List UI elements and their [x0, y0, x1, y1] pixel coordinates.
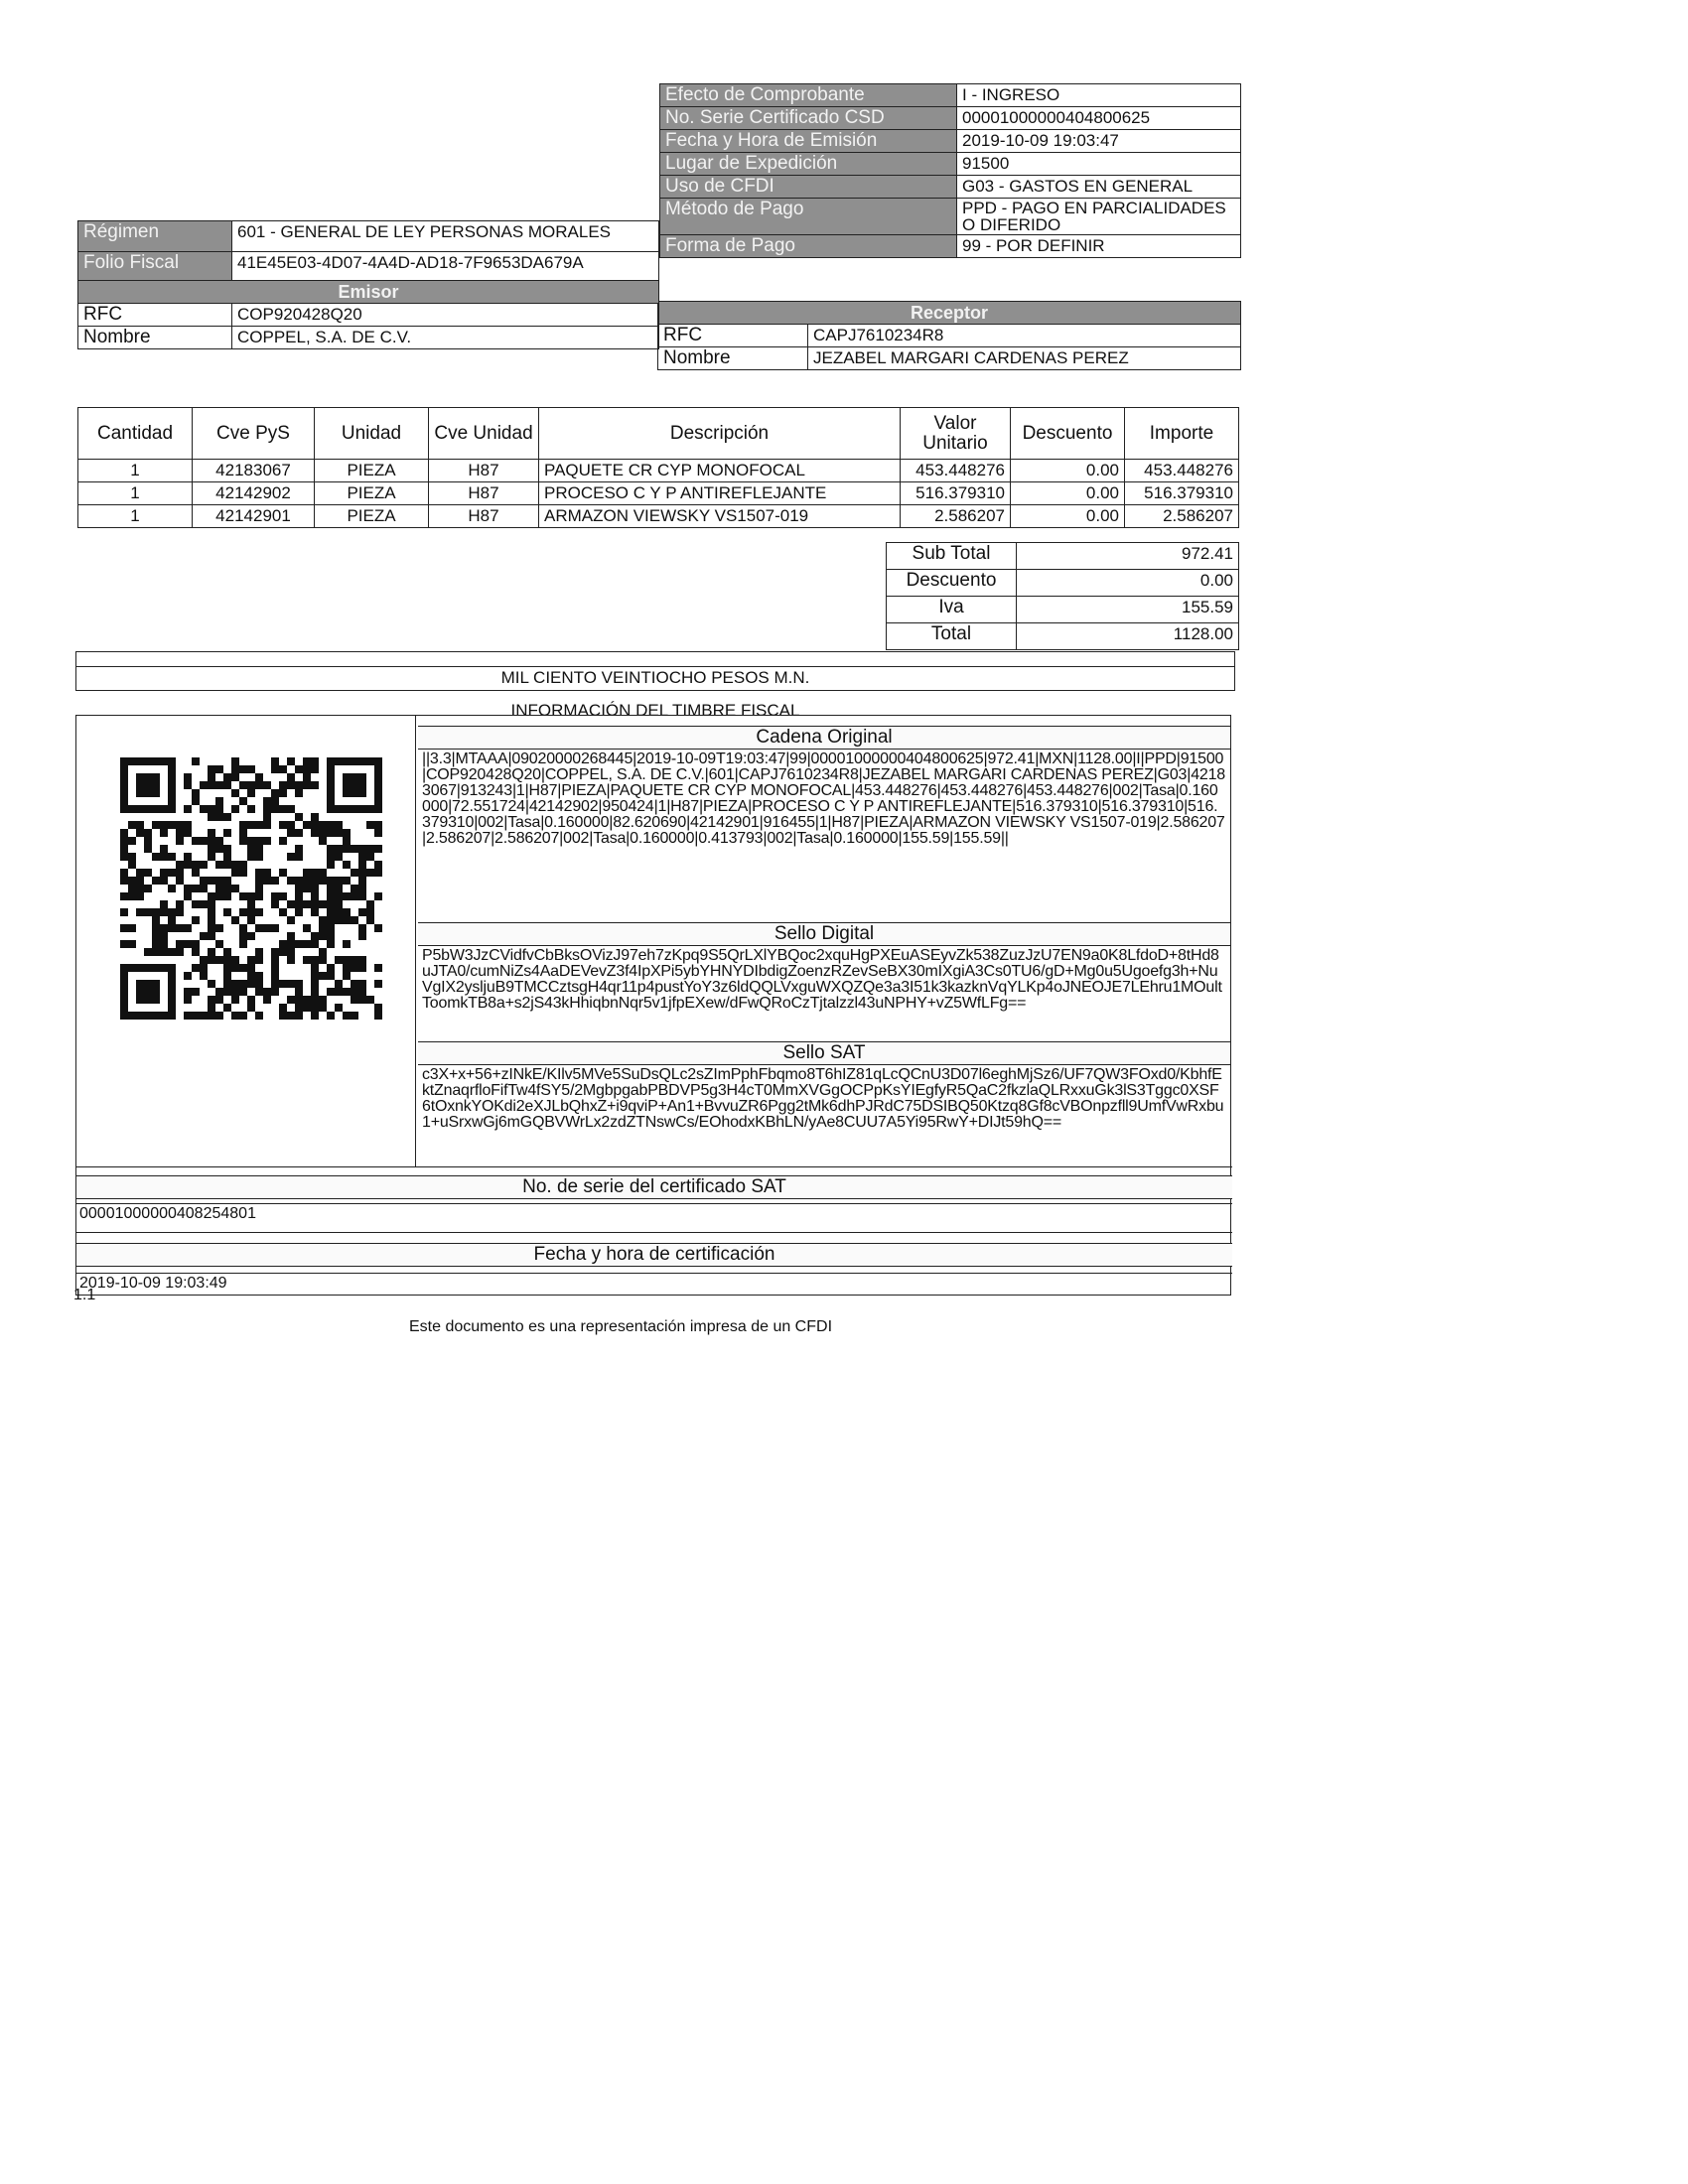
- cell-cve-unidad: H87: [429, 460, 539, 482]
- metodo-pago-value: PPD - PAGO EN PARCIALIDADES O DIFERIDO: [957, 199, 1241, 235]
- col-header-descuento: Descuento: [1011, 408, 1125, 460]
- emisor-table: [77, 220, 659, 349]
- col-header-cantidad: Cantidad: [78, 408, 193, 460]
- cell-unidad: PIEZA: [315, 482, 429, 505]
- descuento-total-label: Descuento: [887, 570, 1017, 597]
- total-label: Total: [887, 623, 1017, 650]
- emisor-nombre-value: COPPEL, S.A. DE C.V.: [232, 327, 659, 349]
- col-header-descripcion: Descripción: [539, 408, 901, 460]
- cell-importe: 516.379310: [1125, 482, 1239, 505]
- comprobante-header-table: [659, 83, 1241, 258]
- lugar-expedicion-label: Lugar de Expedición: [660, 153, 957, 176]
- cell-descripcion: PROCESO C Y P ANTIREFLEJANTE: [539, 482, 901, 505]
- qr-code-area: [76, 716, 416, 1166]
- cell-descuento: 0.00: [1011, 505, 1125, 528]
- col-header-cve-unidad: Cve Unidad: [429, 408, 539, 460]
- fecha-emision-value: 2019-10-09 19:03:47: [957, 130, 1241, 153]
- timbre-details: [418, 726, 1230, 1166]
- emisor-nombre-label: Nombre: [78, 327, 232, 349]
- footer-note: Este documento es una representación impresa de un CFDI: [409, 1318, 833, 1335]
- efecto-label: Efecto de Comprobante: [660, 84, 957, 107]
- subtotal-label: Sub Total: [887, 543, 1017, 570]
- forma-pago-label: Forma de Pago: [660, 235, 957, 258]
- folio-fiscal-value: 41E45E03-4D07-4A4D-AD18-7F9653DA679A: [232, 252, 659, 281]
- fecha-cert-section: [76, 1232, 1232, 1296]
- cell-cve-unidad: H87: [429, 482, 539, 505]
- efecto-value: I - INGRESO: [957, 84, 1241, 107]
- serie-csd-value: 00001000000404800625: [957, 107, 1241, 130]
- col-header-importe: Importe: [1125, 408, 1239, 460]
- emisor-rfc-label: RFC: [78, 304, 232, 327]
- serie-csd-label: No. Serie Certificado CSD: [660, 107, 957, 130]
- lugar-expedicion-value: 91500: [957, 153, 1241, 176]
- sello-digital-title: Sello Digital: [418, 923, 1230, 946]
- qr-code-icon: [120, 757, 382, 1020]
- cell-importe: 2.586207: [1125, 505, 1239, 528]
- receptor-nombre-label: Nombre: [658, 347, 808, 370]
- timbre-box: [75, 715, 1231, 1296]
- amount-words-box: [75, 651, 1235, 691]
- cell-descripcion: ARMAZON VIEWSKY VS1507-019: [539, 505, 901, 528]
- receptor-rfc-value: CAPJ7610234R8: [808, 325, 1241, 347]
- conceptos-table: [77, 407, 1239, 528]
- cell-cve-pys: 42142901: [193, 505, 315, 528]
- col-header-cve-pys: Cve PyS: [193, 408, 315, 460]
- emisor-rfc-value: COP920428Q20: [232, 304, 659, 327]
- fecha-emision-label: Fecha y Hora de Emisión: [660, 130, 957, 153]
- totals-table: [886, 542, 1239, 650]
- sello-sat-title: Sello SAT: [418, 1042, 1230, 1065]
- descuento-total-value: 0.00: [1017, 570, 1239, 597]
- total-value: 1128.00: [1017, 623, 1239, 650]
- emisor-title: Emisor: [78, 281, 659, 304]
- receptor-table: [657, 301, 1241, 370]
- cell-cve-pys: 42142902: [193, 482, 315, 505]
- cell-valor-unitario: 516.379310: [901, 482, 1011, 505]
- cell-descripcion: PAQUETE CR CYP MONOFOCAL: [539, 460, 901, 482]
- cell-cantidad: 1: [78, 460, 193, 482]
- amount-words-rule: [76, 666, 1234, 667]
- cell-unidad: PIEZA: [315, 505, 429, 528]
- cert-sat-title: No. de serie del certificado SAT: [76, 1175, 1232, 1199]
- regimen-label: Régimen: [78, 221, 232, 252]
- cadena-original-text: ||3.3|MTAAA|09020000268445|2019-10-09T19:03:47|99|00001000000404800625|972.41|MXN|1128.00|I|PPD|91500|COP920428Q20|COPPEL, S.A. DE C.V.|601|CAPJ7610234R8|JEZABEL MARGARI CARDENAS PEREZ|G03|42183067|913243|1|H87|PIEZA|PAQUETE CR CYP MONOFOCAL|453.448276|453.448276|453.448276|002|Tasa|0.160000|72.551724|42142902|950424|1|H87|PIEZA|PROCESO C Y P ANTIREFLEJANTE|516.379310|516.379310|516.379310|002|Tasa|0.160000|82.620690|42142901|916455|1|H87|PIEZA|ARMAZON VIEWSKY VS1507-019|2.586207|2.586207|2.586207|002|Tasa|0.160000|0.413793|002|Tasa|0.160000|155.59|155.59||: [418, 750, 1230, 923]
- cell-cantidad: 1: [78, 505, 193, 528]
- timbre-title: INFORMACIÓN DEL TIMBRE FISCAL: [510, 701, 800, 720]
- fecha-cert-title: Fecha y hora de certificación: [76, 1243, 1232, 1267]
- forma-pago-value: 99 - POR DEFINIR: [957, 235, 1241, 258]
- cadena-original-title: Cadena Original: [418, 726, 1230, 750]
- cert-sat-section: [76, 1166, 1232, 1232]
- iva-value: 155.59: [1017, 597, 1239, 623]
- cell-cantidad: 1: [78, 482, 193, 505]
- amount-words: MIL CIENTO VEINTIOCHO PESOS M.N.: [500, 668, 810, 687]
- cell-descuento: 0.00: [1011, 460, 1125, 482]
- cell-importe: 453.448276: [1125, 460, 1239, 482]
- cell-valor-unitario: 453.448276: [901, 460, 1011, 482]
- sello-sat-text: c3X+x+56+zINkE/KIlv5MVe5SuDsQLc2sZImPphFbqmo8T6hIZ81qLcQCnU3D07l6eghMjSz6/UF7QW3FOxd0/KbhfEktZnaqrfloFifTw4fSY5/2MgbpgabPBDVP5g3H4cT0MmXVGgOCPpKsYIEgfyR5QaC2fkzlaQLRxxuGk3lS3Tggc0XSF6tOxnkYOKdi2eXJLbQhxZ+i9qviP+An1+BvvuZR6Pgg2tMk6dhPJRdC75DSIBQ50Ktzq8Gf8cVBOnpzfll9UmfVwRxbu1+uSrxwGj6mGQBVWrLx2zdZTNswCs/EOhodxKBhLN/yAe8CUU7A5Yi95RwY+DIJt59hQ==: [422, 1066, 1224, 1131]
- fecha-cert-value: 2019-10-09 19:03:49: [76, 1273, 1232, 1294]
- table-row: [78, 482, 1239, 505]
- metodo-pago-label: Método de Pago: [660, 199, 957, 235]
- receptor-rfc-label: RFC: [658, 325, 808, 347]
- cell-cve-unidad: H87: [429, 505, 539, 528]
- uso-cfdi-label: Uso de CFDI: [660, 176, 957, 199]
- cell-cve-pys: 42183067: [193, 460, 315, 482]
- table-row: [78, 505, 1239, 528]
- cert-sat-value: 00001000000408254801: [76, 1203, 1232, 1224]
- iva-label: Iva: [887, 597, 1017, 623]
- version-text: 1.1: [73, 1287, 96, 1303]
- folio-fiscal-label: Folio Fiscal: [78, 252, 232, 281]
- subtotal-value: 972.41: [1017, 543, 1239, 570]
- receptor-title: Receptor: [658, 302, 1241, 325]
- sello-digital-text: P5bW3JzCVidfvCbBksOVizJ97eh7zKpq9S5QrLXlYBQoc2xquHgPXEuASEyvZk538ZuzJzU7EN9a0K8LfdoD+8tHd8uJTA0/cumNiZs4AaDEVevZ3f4IpXPi5ybYHNYDIbdigZoenzRZevSeBX30mIXgiA3Cs0TU6/gD+Mg0u5Ugoefg3h+NuVgIX2ysljuB9TMCCztsgH4qr11p4pustYoY3z6ldQQLVxguWXQZQe3a3I51k3kazknVqYLKp4oJNEOJE7LEhru1MOultToomkTB8a+s2jS43kHhiqbnNqr5v1jfpEXew/dFwQRoCzTjtalzzl43uNPHY+vZ5WfLFg==: [418, 946, 1230, 1042]
- regimen-value: 601 - GENERAL DE LEY PERSONAS MORALES: [232, 221, 659, 252]
- receptor-nombre-value: JEZABEL MARGARI CARDENAS PEREZ: [808, 347, 1241, 370]
- cell-valor-unitario: 2.586207: [901, 505, 1011, 528]
- cell-unidad: PIEZA: [315, 460, 429, 482]
- col-header-valor-unitario: Valor Unitario: [901, 408, 1011, 460]
- col-header-unidad: Unidad: [315, 408, 429, 460]
- uso-cfdi-value: G03 - GASTOS EN GENERAL: [957, 176, 1241, 199]
- table-row: [78, 460, 1239, 482]
- cell-descuento: 0.00: [1011, 482, 1125, 505]
